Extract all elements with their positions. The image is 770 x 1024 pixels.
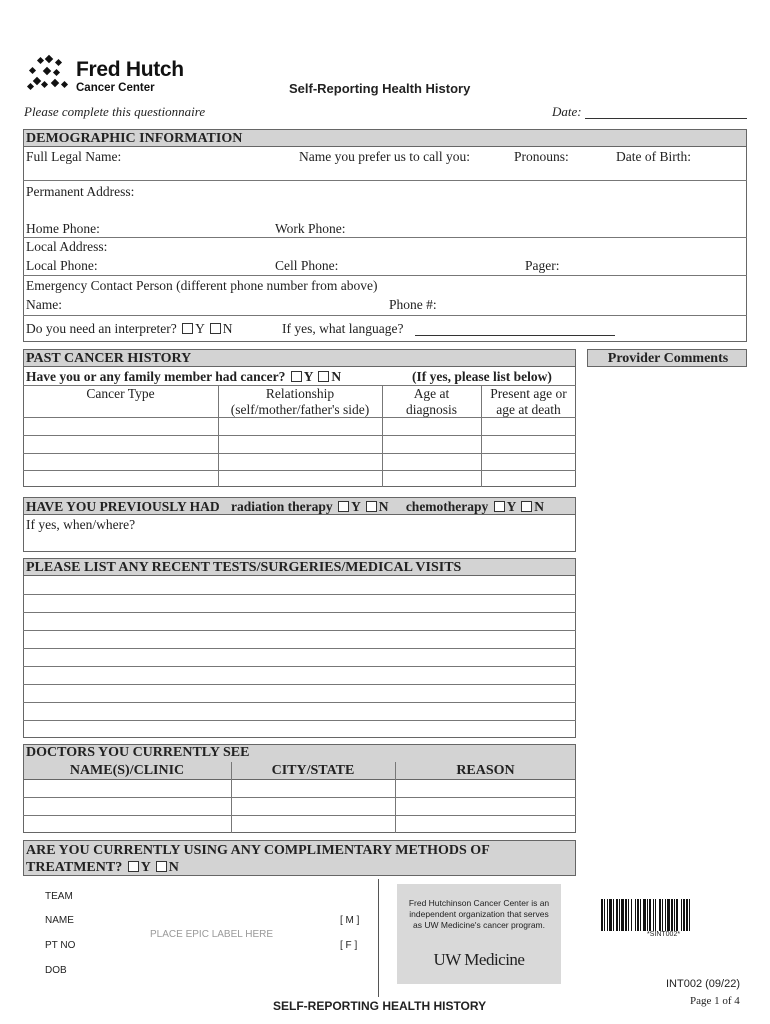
col-city-state: CITY/STATE: [271, 763, 355, 778]
uw-medicine-logo: UW Medicine: [433, 950, 525, 969]
col-present-age: Present age or age at death: [490, 386, 567, 417]
uw-statement: Fred Hutchinson Cancer Center is an independent organization that serves as UW Medicine's cancer program.: [408, 898, 550, 930]
recent-tests-heading: PLEASE LIST ANY RECENT TESTS/SURGERIES/MEDICAL VISITS: [23, 558, 576, 576]
complementary-heading: ARE YOU CURRENTLY USING ANY COMPLIMENTARY METHODS OF TREATMENT? Y N: [23, 840, 576, 876]
cancer-no-label: N: [331, 369, 342, 384]
cell-phone-label: Cell Phone:: [275, 258, 339, 273]
permanent-address-label: Permanent Address:: [26, 184, 135, 199]
interpreter-no-checkbox[interactable]: [210, 323, 221, 334]
footer-title: SELF-REPORTING HEALTH HISTORY: [273, 999, 487, 1013]
interpreter-yes-checkbox[interactable]: [182, 323, 193, 334]
interpreter-question: [26, 321, 232, 337]
form-code: INT002 (09/22): [666, 978, 740, 990]
past-cancer-heading: PAST CANCER HISTORY: [23, 349, 576, 367]
list-item[interactable]: [23, 594, 576, 595]
instruction-text: Please complete this questionnaire: [24, 104, 206, 119]
language-question: If yes, what language?: [282, 321, 404, 336]
provider-comments-heading: Provider Comments: [587, 349, 747, 367]
list-item[interactable]: [23, 666, 576, 667]
fred-hutch-logo-icon: [26, 54, 70, 92]
table-row[interactable]: [23, 453, 576, 454]
date-field[interactable]: [585, 118, 747, 119]
local-phone-label: Local Phone:: [26, 258, 98, 273]
list-item[interactable]: [23, 684, 576, 685]
demographic-heading: DEMOGRAPHIC INFORMATION: [23, 129, 747, 147]
radiation-yes-checkbox[interactable]: [338, 501, 349, 512]
cancer-question: [26, 369, 341, 385]
doctors-heading: DOCTORS YOU CURRENTLY SEE: [26, 745, 250, 760]
table-row[interactable]: [23, 417, 576, 418]
list-item[interactable]: [23, 612, 576, 613]
table-row[interactable]: [23, 797, 576, 798]
label-female: [ F ]: [340, 940, 358, 951]
col-name-clinic: NAME(S)/CLINIC: [69, 763, 185, 778]
no-label: N: [222, 321, 233, 336]
col-age-diagnosis: Age at diagnosis: [405, 386, 457, 417]
cancer-list-note: (If yes, please list below): [412, 369, 552, 384]
label-ptno: PT NO: [45, 940, 76, 951]
uw-medicine-box: [397, 884, 561, 984]
barcode: [601, 899, 741, 931]
page-number: Page 1 of 4: [690, 995, 740, 1007]
work-phone-label: Work Phone:: [275, 221, 346, 236]
previous-treatment-heading: HAVE YOU PREVIOUSLY HAD radiation therapy Y N chemotherapy Y N: [23, 497, 576, 515]
fred-hutch-logo: [26, 52, 196, 94]
table-row[interactable]: [23, 815, 576, 816]
cancer-no-checkbox[interactable]: [318, 371, 329, 382]
label-team: TEAM: [45, 891, 73, 902]
label-male: [ M ]: [340, 915, 360, 926]
barcode-text: *SINT002*: [647, 931, 681, 938]
pager-label: Pager:: [525, 258, 560, 273]
col-cancer-type: Cancer Type: [86, 386, 155, 401]
date-label: Date:: [552, 104, 582, 119]
page-title: Self-Reporting Health History: [289, 81, 471, 96]
label-dob: DOB: [45, 965, 67, 976]
epic-label-placeholder: PLACE EPIC LABEL HERE: [150, 929, 274, 940]
list-item[interactable]: [23, 630, 576, 631]
col-reason: REASON: [456, 763, 515, 778]
full-legal-name-label: Full Legal Name:: [26, 149, 122, 164]
label-divider: [378, 879, 379, 997]
list-item[interactable]: [23, 702, 576, 703]
local-address-label: Local Address:: [26, 239, 108, 254]
table-row[interactable]: [23, 435, 576, 436]
logo-sub: Cancer Center: [76, 82, 155, 94]
complementary-no-checkbox[interactable]: [156, 861, 167, 872]
pronouns-label: Pronouns:: [514, 149, 569, 164]
complementary-yes-checkbox[interactable]: [128, 861, 139, 872]
emergency-name-label: Name:: [26, 297, 62, 312]
chemo-yes-checkbox[interactable]: [494, 501, 505, 512]
list-item[interactable]: [23, 648, 576, 649]
home-phone-label: Home Phone:: [26, 221, 100, 236]
list-item[interactable]: [23, 720, 576, 721]
label-name: NAME: [45, 915, 74, 926]
table-row[interactable]: [23, 470, 576, 471]
yes-label: Y: [195, 321, 205, 336]
cancer-yes-checkbox[interactable]: [291, 371, 302, 382]
col-relationship: Relationship (self/mother/father's side): [230, 386, 370, 417]
preferred-name-label: Name you prefer us to call you:: [299, 149, 470, 164]
radiation-no-checkbox[interactable]: [366, 501, 377, 512]
cancer-yes-label: Y: [303, 369, 313, 384]
emergency-contact-label: Emergency Contact Person (different phone number from above): [26, 278, 378, 293]
logo-name: Fred Hutch: [76, 58, 184, 81]
emergency-phone-label: Phone #:: [389, 297, 437, 312]
dob-label: Date of Birth:: [616, 149, 691, 164]
language-field[interactable]: [415, 335, 615, 336]
chemo-no-checkbox[interactable]: [521, 501, 532, 512]
when-where-label: If yes, when/where?: [26, 517, 136, 532]
barcode-icon: [601, 899, 741, 931]
cancer-question-text: Have you or any family member had cancer?: [26, 369, 286, 384]
interpreter-label: Do you need an interpreter?: [26, 321, 177, 336]
